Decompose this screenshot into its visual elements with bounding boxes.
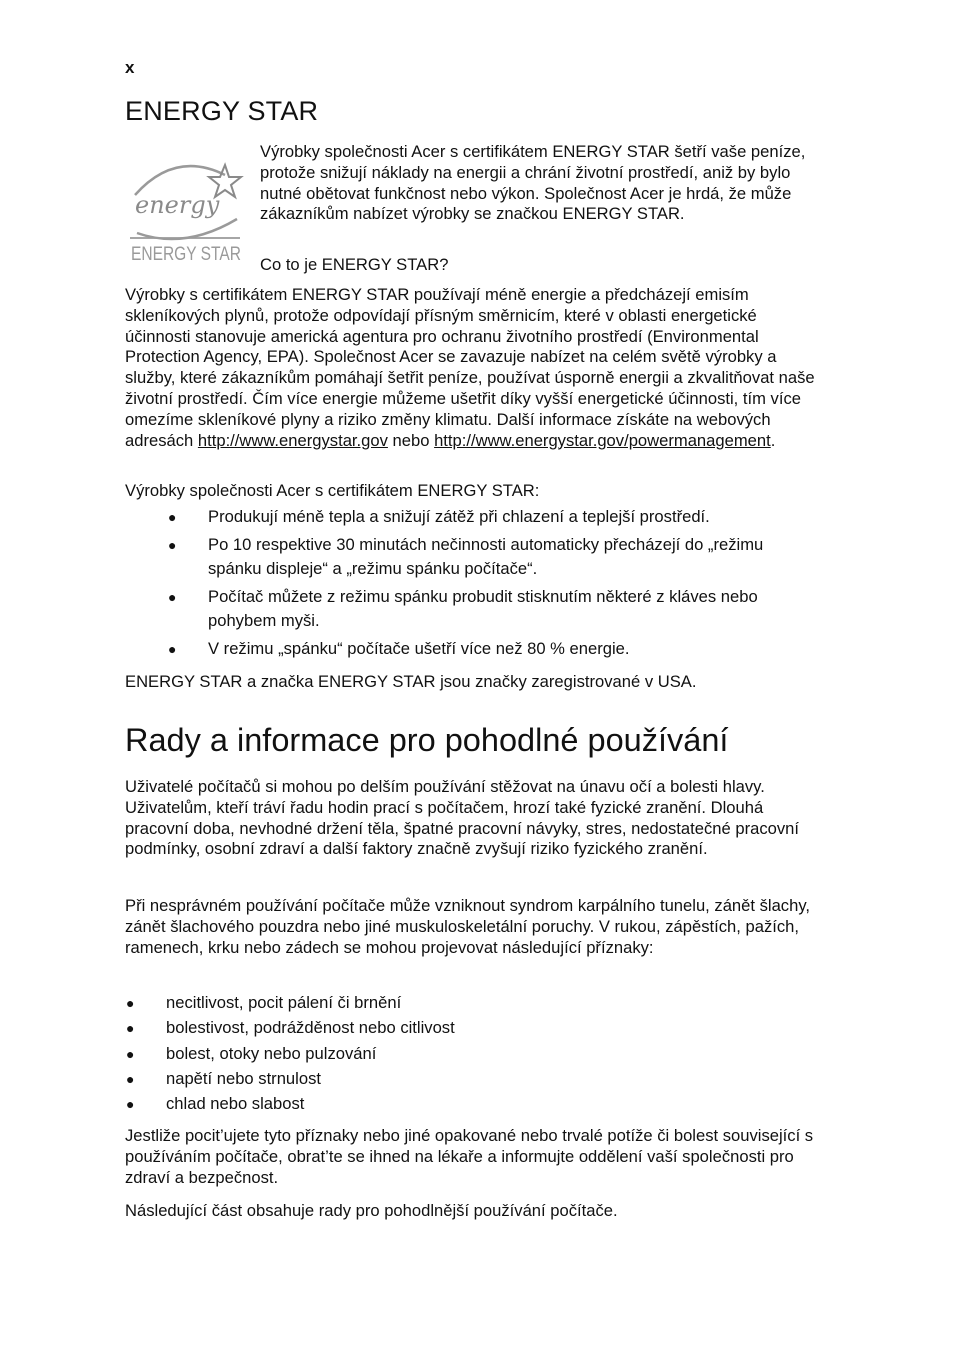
list-item: [126, 1067, 321, 1091]
bullet-icon: ●: [168, 509, 177, 525]
list-item: [168, 533, 808, 581]
bullet-icon: ●: [126, 1096, 135, 1112]
energy-star-body: [125, 285, 825, 451]
bullet-icon: ●: [126, 1020, 135, 1036]
list-item: [126, 1016, 455, 1040]
list-item: [126, 1092, 305, 1116]
energystar-powermanagement-link[interactable]: http://www.energystar.gov/powermanagement: [434, 430, 771, 450]
trademark-note: ENERGY STAR a značka ENERGY STAR jsou značky zaregistrované v USA.: [125, 672, 697, 691]
list-item-text: necitlivost, pocit pálení či brnění: [166, 993, 402, 1012]
energy-star-logo: [125, 155, 245, 265]
comfort-paragraph-3: Jestliže pocit’ujete tyto příznaky nebo jiné opakované nebo trvalé potíže či bolest související s používáním počítače, obrat’te se ihned na lékaře a informujte oddělení vaší společnosti pro zdraví a bezpečnost.: [125, 1126, 814, 1187]
bullet-icon: ●: [126, 995, 135, 1011]
list-item: [168, 637, 808, 661]
list-item: [168, 585, 808, 633]
logo-script-text: energy: [135, 191, 220, 219]
list-item-text: bolestivost, podrážděnost nebo citlivost: [166, 1018, 455, 1037]
energy-star-question: Co to je ENERGY STAR?: [260, 255, 449, 274]
list-item-text: bolest, otoky nebo pulzování: [166, 1044, 377, 1063]
link-joiner: nebo: [392, 430, 430, 450]
energy-star-list-lead: Výrobky společnosti Acer s certifikátem ENERGY STAR:: [125, 481, 540, 500]
list-item-text: napětí nebo strnulost: [166, 1069, 321, 1088]
list-item-text: V režimu „spánku“ počítače ušetří více než 80 % energie.: [208, 639, 630, 658]
energy-star-logo-icon: [125, 155, 245, 265]
logo-caption: ENERGY STAR: [131, 244, 241, 265]
bullet-icon: ●: [126, 1071, 135, 1087]
energystar-link[interactable]: http://www.energystar.gov: [197, 430, 388, 450]
comfort-heading: Rady a informace pro pohodlné používání: [125, 722, 729, 758]
list-item-text: Produkují méně tepla a snižují zátěž při chlazení a teplejší prostředí.: [208, 507, 710, 526]
list-item-text: Počítač můžete z režimu spánku probudit stisknutím některé z kláves nebo pohybem myši.: [208, 587, 758, 630]
bullet-icon: ●: [168, 589, 177, 605]
body-period: .: [770, 430, 776, 450]
page-number: x: [125, 58, 135, 77]
comfort-paragraph-4: Následující část obsahuje rady pro pohodlnější používání počítače.: [125, 1201, 618, 1220]
list-item: [168, 505, 808, 529]
energy-star-intro: Výrobky společnosti Acer s certifikátem ENERGY STAR šetří vaše peníze, protože snižují náklady na energii a chrání životní prostředí, aniž by bylo nutné obětovat funkčnost nebo výkon. Společnost Acer je hrdá, že může zákazníkům nabízet výrobky se značkou ENERGY STAR.: [260, 142, 806, 224]
list-item: [126, 1042, 377, 1066]
energy-star-body-text: Výrobky s certifikátem ENERGY STAR používají méně energie a předcházejí emisím skleníkových plynů, protože odpovídají přísným směrnicím, které v oblasti energetické účinnosti stanovuje americká agentura pro ochranu životního prostředí (Environmental Protection Agency, EPA). Společnost Acer se zavazuje nabízet na celém světě výrobky a služby, které zákazníkům pomáhají šetřit peníze, používat úsporně energii a zkvalitňovat naše životní prostředí. Čím více energie můžeme ušetřit díky vyšší energetické účinnosti, tím více omezíme skleníkové plyny a riziko změny klimatu. Další informace získáte na webových adresách: [125, 285, 815, 450]
list-item-text: chlad nebo slabost: [166, 1094, 305, 1113]
list-item-text: Po 10 respektive 30 minutách nečinnosti automaticky přecházejí do „režimu spánku displeje“ a „režimu spánku počítače“.: [208, 535, 764, 578]
comfort-paragraph-2: Při nesprávném používání počítače může vzniknout syndrom karpálního tunelu, zánět šlachy, zánět šlachového pouzdra nebo jiné muskuloskeletální poruchy. V rukou, zápěstích, pažích, ramenech, krku nebo zádech se mohou projevovat následující příznaky:: [125, 896, 811, 957]
bullet-icon: ●: [168, 537, 177, 553]
bullet-icon: ●: [126, 1046, 135, 1062]
comfort-paragraph-1: Uživatelé počítačů si mohou po delším používání stěžovat na únavu očí a bolesti hlavy. Uživatelům, kteří tráví řadu hodin prací s počítačem, hrozí také fyzické zranění. Dlouhá pracovní doba, nevhodné držení těla, špatné pracovní návyky, stres, nedostatečné pracovní podmínky, osobní zdraví a další faktory značně zvyšují riziko fyzického zranění.: [125, 777, 799, 859]
energy-star-heading: ENERGY STAR: [125, 96, 319, 126]
bullet-icon: ●: [168, 641, 177, 657]
list-item: [126, 991, 402, 1015]
